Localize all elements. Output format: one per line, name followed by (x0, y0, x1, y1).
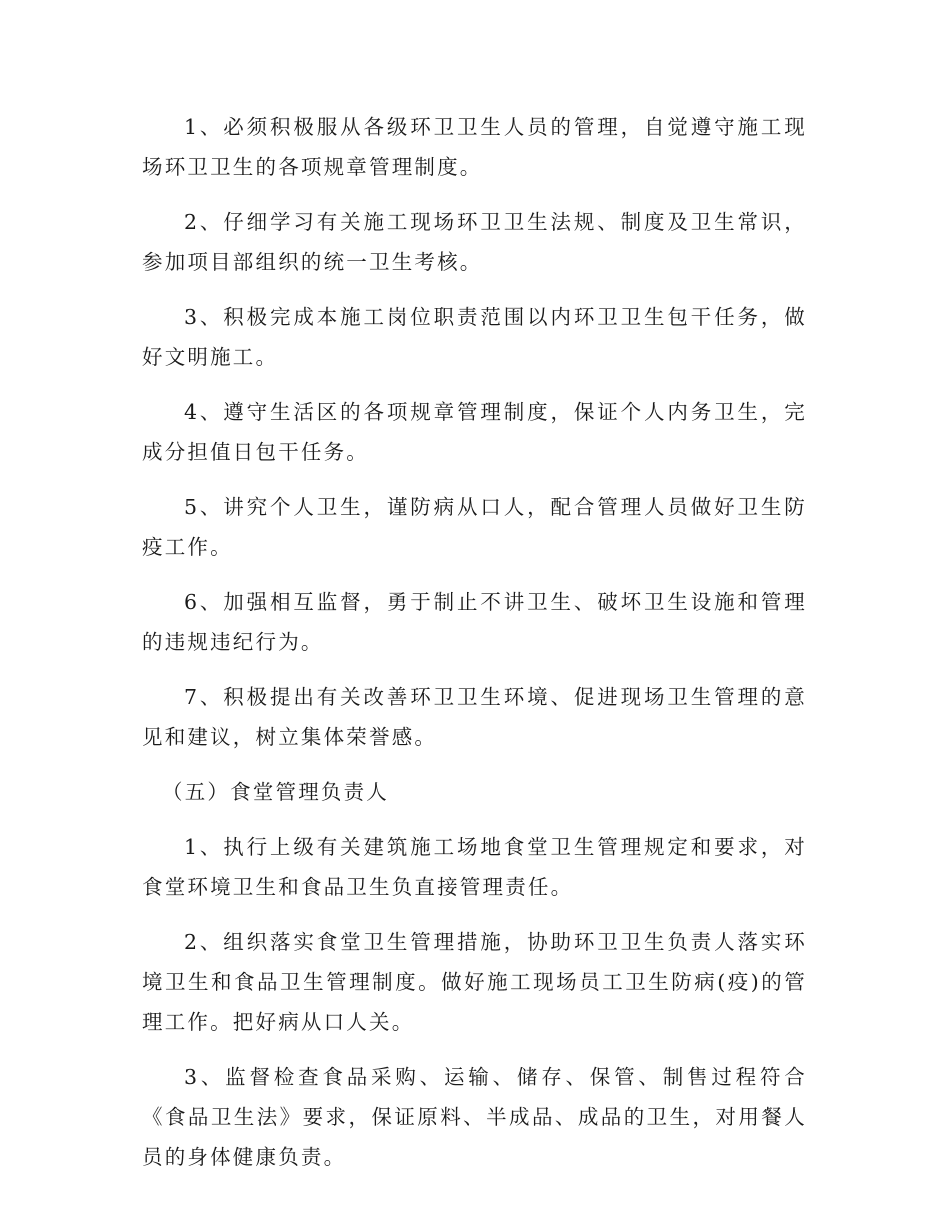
section-heading: （五）食堂管理负责人 (162, 780, 389, 804)
paragraph-b1: 1、执行上级有关建筑施工场地食堂卫生管理规定和要求，对食堂环境卫生和食品卫生负直接管理责任。 (142, 835, 807, 899)
paragraph-b2: 2、组织落实食堂卫生管理措施，协助环卫卫生负责人落实环境卫生和食品卫生管理制度。做好施工现场员工卫生防病(疫)的管理工作。把好病从口人关。 (142, 930, 807, 1034)
paragraph-a1: 1、必须积极服从各级环卫卫生人员的管理，自觉遵守施工现场环卫卫生的各项规章管理制度。 (142, 115, 807, 179)
paragraph-a2: 2、仔细学习有关施工现场环卫卫生法规、制度及卫生常识，参加项目部组织的统一卫生考核。 (142, 210, 807, 274)
paragraph-a5: 5、讲究个人卫生，谨防病从口人，配合管理人员做好卫生防疫工作。 (142, 495, 807, 559)
document-body (142, 107, 807, 1192)
paragraph-a3: 3、积极完成本施工岗位职责范围以内环卫卫生包干任务，做好文明施工。 (142, 305, 807, 369)
paragraph-a7: 7、积极提出有关改善环卫卫生环境、促进现场卫生管理的意见和建议，树立集体荣誉感。 (142, 685, 807, 749)
paragraph-a4: 4、遵守生活区的各项规章管理制度，保证个人内务卫生，完成分担值日包干任务。 (142, 400, 807, 464)
paragraph-b3: 3、监督检查食品采购、运输、储存、保管、制售过程符合《食品卫生法》要求，保证原料、半成品、成品的卫生，对用餐人员的身体健康负责。 (142, 1065, 807, 1169)
paragraph-a6: 6、加强相互监督，勇于制止不讲卫生、破坏卫生设施和管理的违规违纪行为。 (142, 590, 807, 654)
